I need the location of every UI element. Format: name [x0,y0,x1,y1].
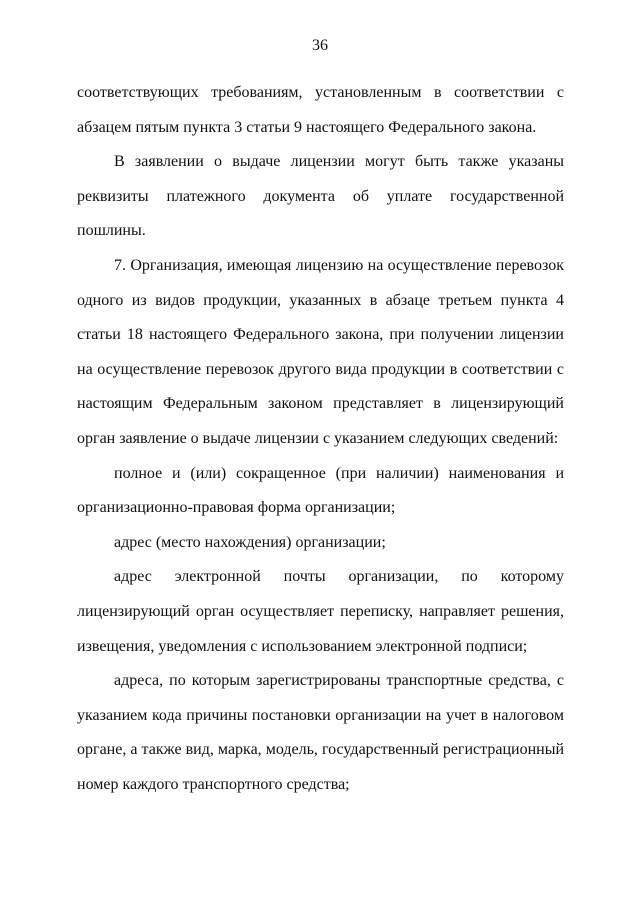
paragraph-organization-name: полное и (или) сокращенное (при наличии) наименования и организационно-правовая форма организации; [77,464,564,517]
paragraph-organization-address: адрес (место нахождения) организации; [114,533,386,551]
page-number: 36 [312,37,328,54]
paragraph-vehicle-addresses: адреса, по которым зарегистрированы транспортные средства, с указанием кода причины постановки организации на учет в налоговом органе, а также вид, марка, модель, государственный регистрационный номер каждого транспортного средства; [77,672,564,793]
paragraph-email-address: адрес электронной почты организации, по которому лицензирующий орган осуществляет переписку, направляет решения, извещения, уведомления с использованием электронной подписи; [77,568,564,655]
paragraph-item-7: 7. Организация, имеющая лицензию на осуществление перевозок одного из видов продукции, указанных в абзаце третьем пункта 4 статьи 18 настоящего Федерального закона, при получении лицензии на осуществление перевозок другого вида продукции в соответствии с настоящим Федеральным законом представляет в лицензирующий орган заявление о выдаче лицензии с указанием следующих сведений: [77,256,564,447]
paragraph-payment-details: В заявлении о выдаче лицензии могут быть также указаны реквизиты платежного документа об уплате государственной пошлины. [77,153,564,240]
paragraph-continuation: соответствующих требованиям, установленным в соответствии с абзацем пятым пункта 3 статьи 9 настоящего Федерального закона. [77,84,564,136]
document-body [77,76,564,802]
